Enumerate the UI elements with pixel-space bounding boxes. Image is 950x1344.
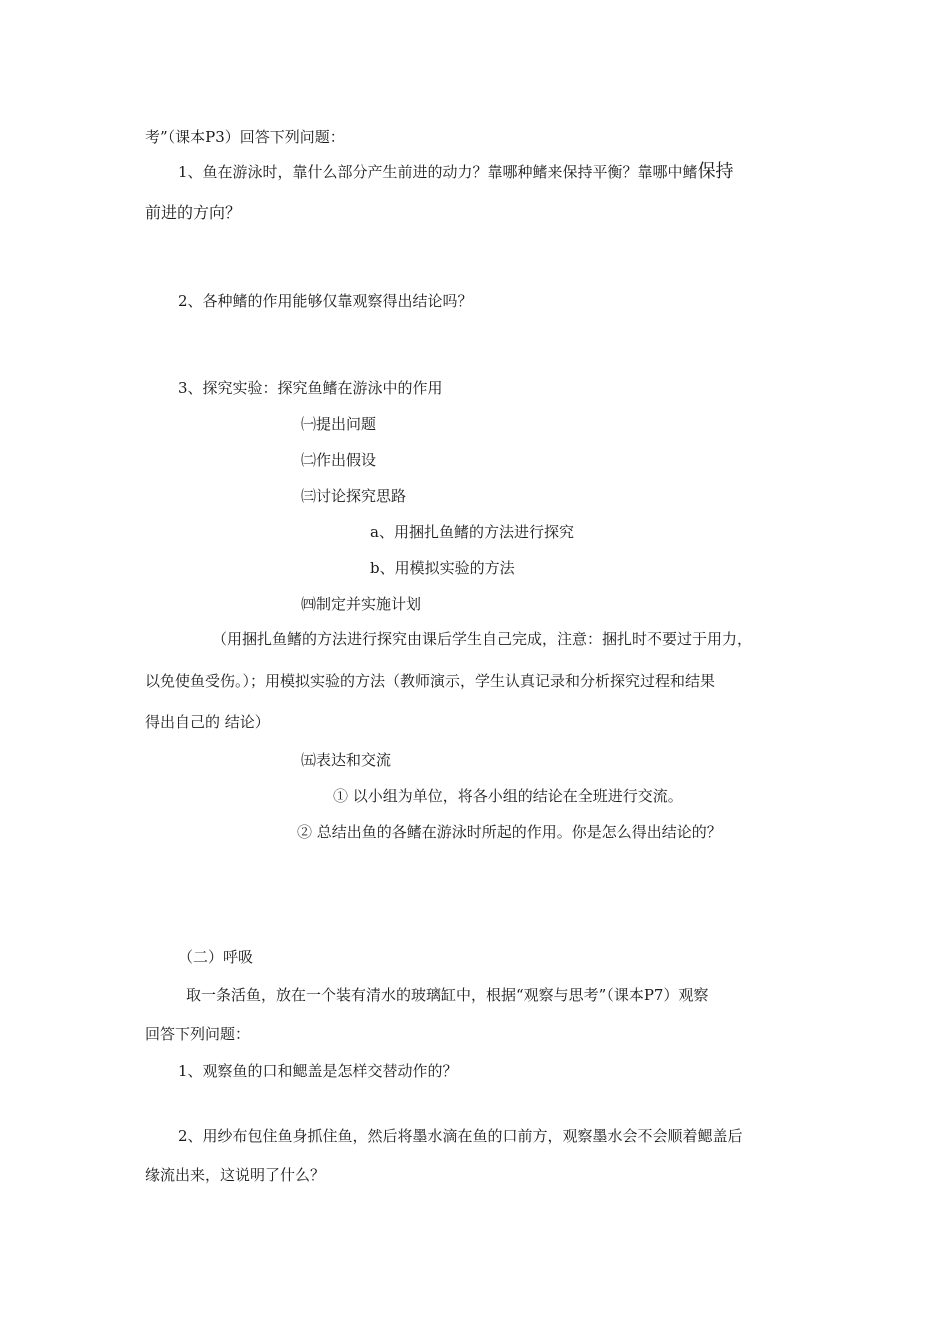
step-3-option-b: b、用模拟实验的方法 [370,559,515,577]
breathing-question-2-line-1: 2、用纱布包住鱼身抓住鱼，然后将墨水滴在鱼的口前方，观察墨水会不会顺着鳃盖后 [178,1127,743,1145]
breathing-question-2-line-2: 缘流出来，这说明了什么？ [145,1166,326,1184]
breathing-intro-line-1: 取一条活鱼，放在一个装有清水的玻璃缸中，根据“观察与思考”（课本P7）观察 [186,986,709,1004]
step-1: ㈠提出问题 [301,415,377,433]
step-4: ㈣制定并实施计划 [301,595,422,613]
paragraph-line-2: 以免使鱼受伤。）；用模拟实验的方法（教师演示，学生认真记录和分析探究过程和结果 [145,672,716,690]
step-3: ㈢讨论探究思路 [301,487,407,505]
section-heading-breathing: （二）呼吸 [178,948,254,966]
paragraph-line-3: 得出自己的 结论） [145,713,270,731]
text-line-continuation: 考”（课本P3）回答下列问题： [145,128,345,146]
question-1-line-1 [178,162,734,182]
question-1-text: 1、鱼在游泳时，靠什么部分产生前进的动力？靠哪种鳍来保持平衡？靠哪中鳍 [178,163,698,181]
step-5: ㈤表达和交流 [301,751,392,769]
step-5-item-1: ① 以小组为单位，将各小组的结论在全班进行交流。 [333,787,683,805]
breathing-question-1: 1、观察鱼的口和鳃盖是怎样交替动作的？ [178,1062,458,1080]
step-5-item-2: ② 总结出鱼的各鳍在游泳时所起的作用。你是怎么得出结论的？ [297,823,722,841]
question-1-text-tail: 保持 [697,161,734,182]
breathing-intro-line-2: 回答下列问题： [145,1025,251,1043]
paragraph-line-1: （用捆扎鱼鳍的方法进行探究由课后学生自己完成，注意：捆扎时不要过于用力， [212,630,753,648]
step-3-option-a: a、用捆扎鱼鳍的方法进行探究 [370,523,574,541]
question-3: 3、探究实验：探究鱼鳍在游泳中的作用 [178,379,443,397]
question-1-line-2: 前进的方向？ [145,203,242,222]
step-2: ㈡作出假设 [301,451,377,469]
question-2: 2、各种鳍的作用能够仅靠观察得出结论吗？ [178,292,473,310]
